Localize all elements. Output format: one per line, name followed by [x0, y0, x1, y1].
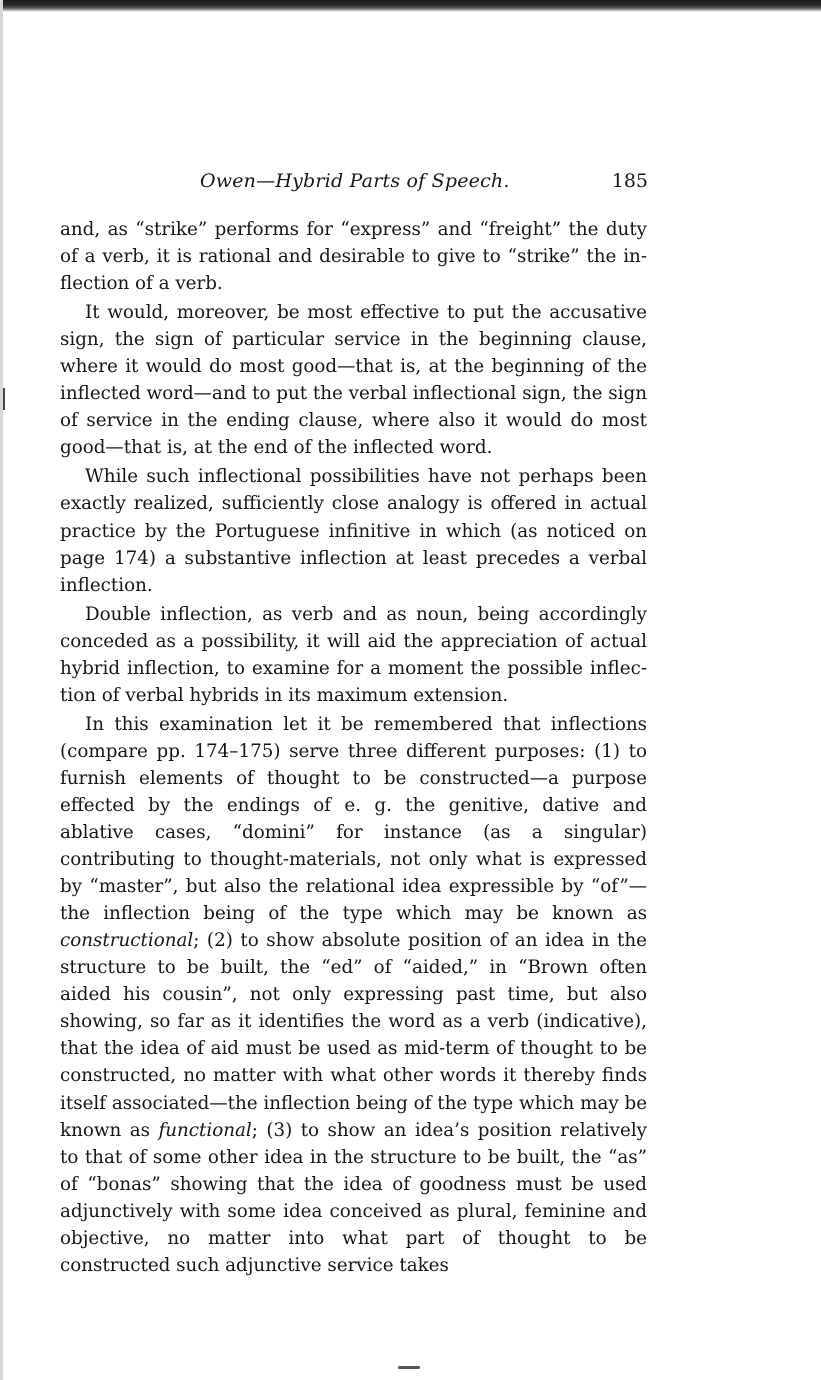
body-text	[60, 216, 647, 1279]
page-header	[60, 170, 648, 196]
term-constructional: constructional	[60, 930, 194, 952]
scan-top-edge	[0, 0, 821, 12]
term-functional: functional	[158, 1119, 252, 1141]
paragraph-5-part-2: ; (2) to show absolute position of an idea in the structure to be built, the “ed” of “aided,” in “Brown often aided his cousin”, not only expressing past time, but also showing, so far as it identifies the word as a verb (indicative), that the idea of aid must be used as mid-term of thought to be constructed, no matter with what other words it thereby finds itself associated—the inflection being of the type which may be known as	[60, 930, 648, 1141]
running-title: Owen—Hybrid Parts of Speech.	[200, 170, 510, 192]
paragraph-4: Double inflection, as verb and as noun, being accordingly conceded as a possibility, it will aid the appreciation of actual hybrid inflection, to examine for a moment the possible inflection of verbal hybrids in its maximum extension.	[60, 603, 647, 706]
paragraph-5-part-3: ; (3) to show an idea’s position relatively to that of some other idea in the structure to be built, the “as” of “bonas” showing that the idea of goodness must be used adjunctively with some idea conceived as plural, feminine and objective, no matter into what part of thought to be constructed such adjunctive service takes	[60, 1119, 647, 1276]
page-number: 185	[611, 170, 648, 192]
margin-mark	[3, 388, 9, 410]
scan-bottom-mark	[398, 1366, 420, 1369]
paragraph-3: While such inflectional possibilities have not perhaps been exactly realized, sufficiently close analogy is offered in actual practice by the Portuguese infinitive in which (as noticed on page 174) a substantive inflection at least precedes a verbal inflection.	[60, 466, 647, 596]
paragraph-5	[60, 711, 647, 1279]
paragraph-5-part-1: In this examination let it be remembered that inflections (compare pp. 174–175) serve three different purposes: (1) to furnish elements of thought to be constructed—a purpose effected by the endings of e. g. the genitive, dative and ablative cases, “domini” for instance (as a singular) contributing to thought-materials, not only what is expressed by “master”, but also the relational idea expressible by “of”—the inflection being of the type which may be known as	[60, 713, 647, 925]
scan-left-edge	[0, 0, 3, 1380]
paragraph-2: It would, moreover, be most effective to put the accusative sign, the sign of particular service in the beginning clause, where it would do most good—that is, at the beginning of the inflected word—and to put the verbal inflectional sign, the sign of service in the ending clause, where also it would do most good—that is, at the end of the inflected word.	[60, 302, 647, 459]
paragraph-1: and, as “strike” performs for “express” and “freight” the duty of a verb, it is rational and desirable to give to “strike” the inflection of a verb.	[60, 219, 647, 295]
